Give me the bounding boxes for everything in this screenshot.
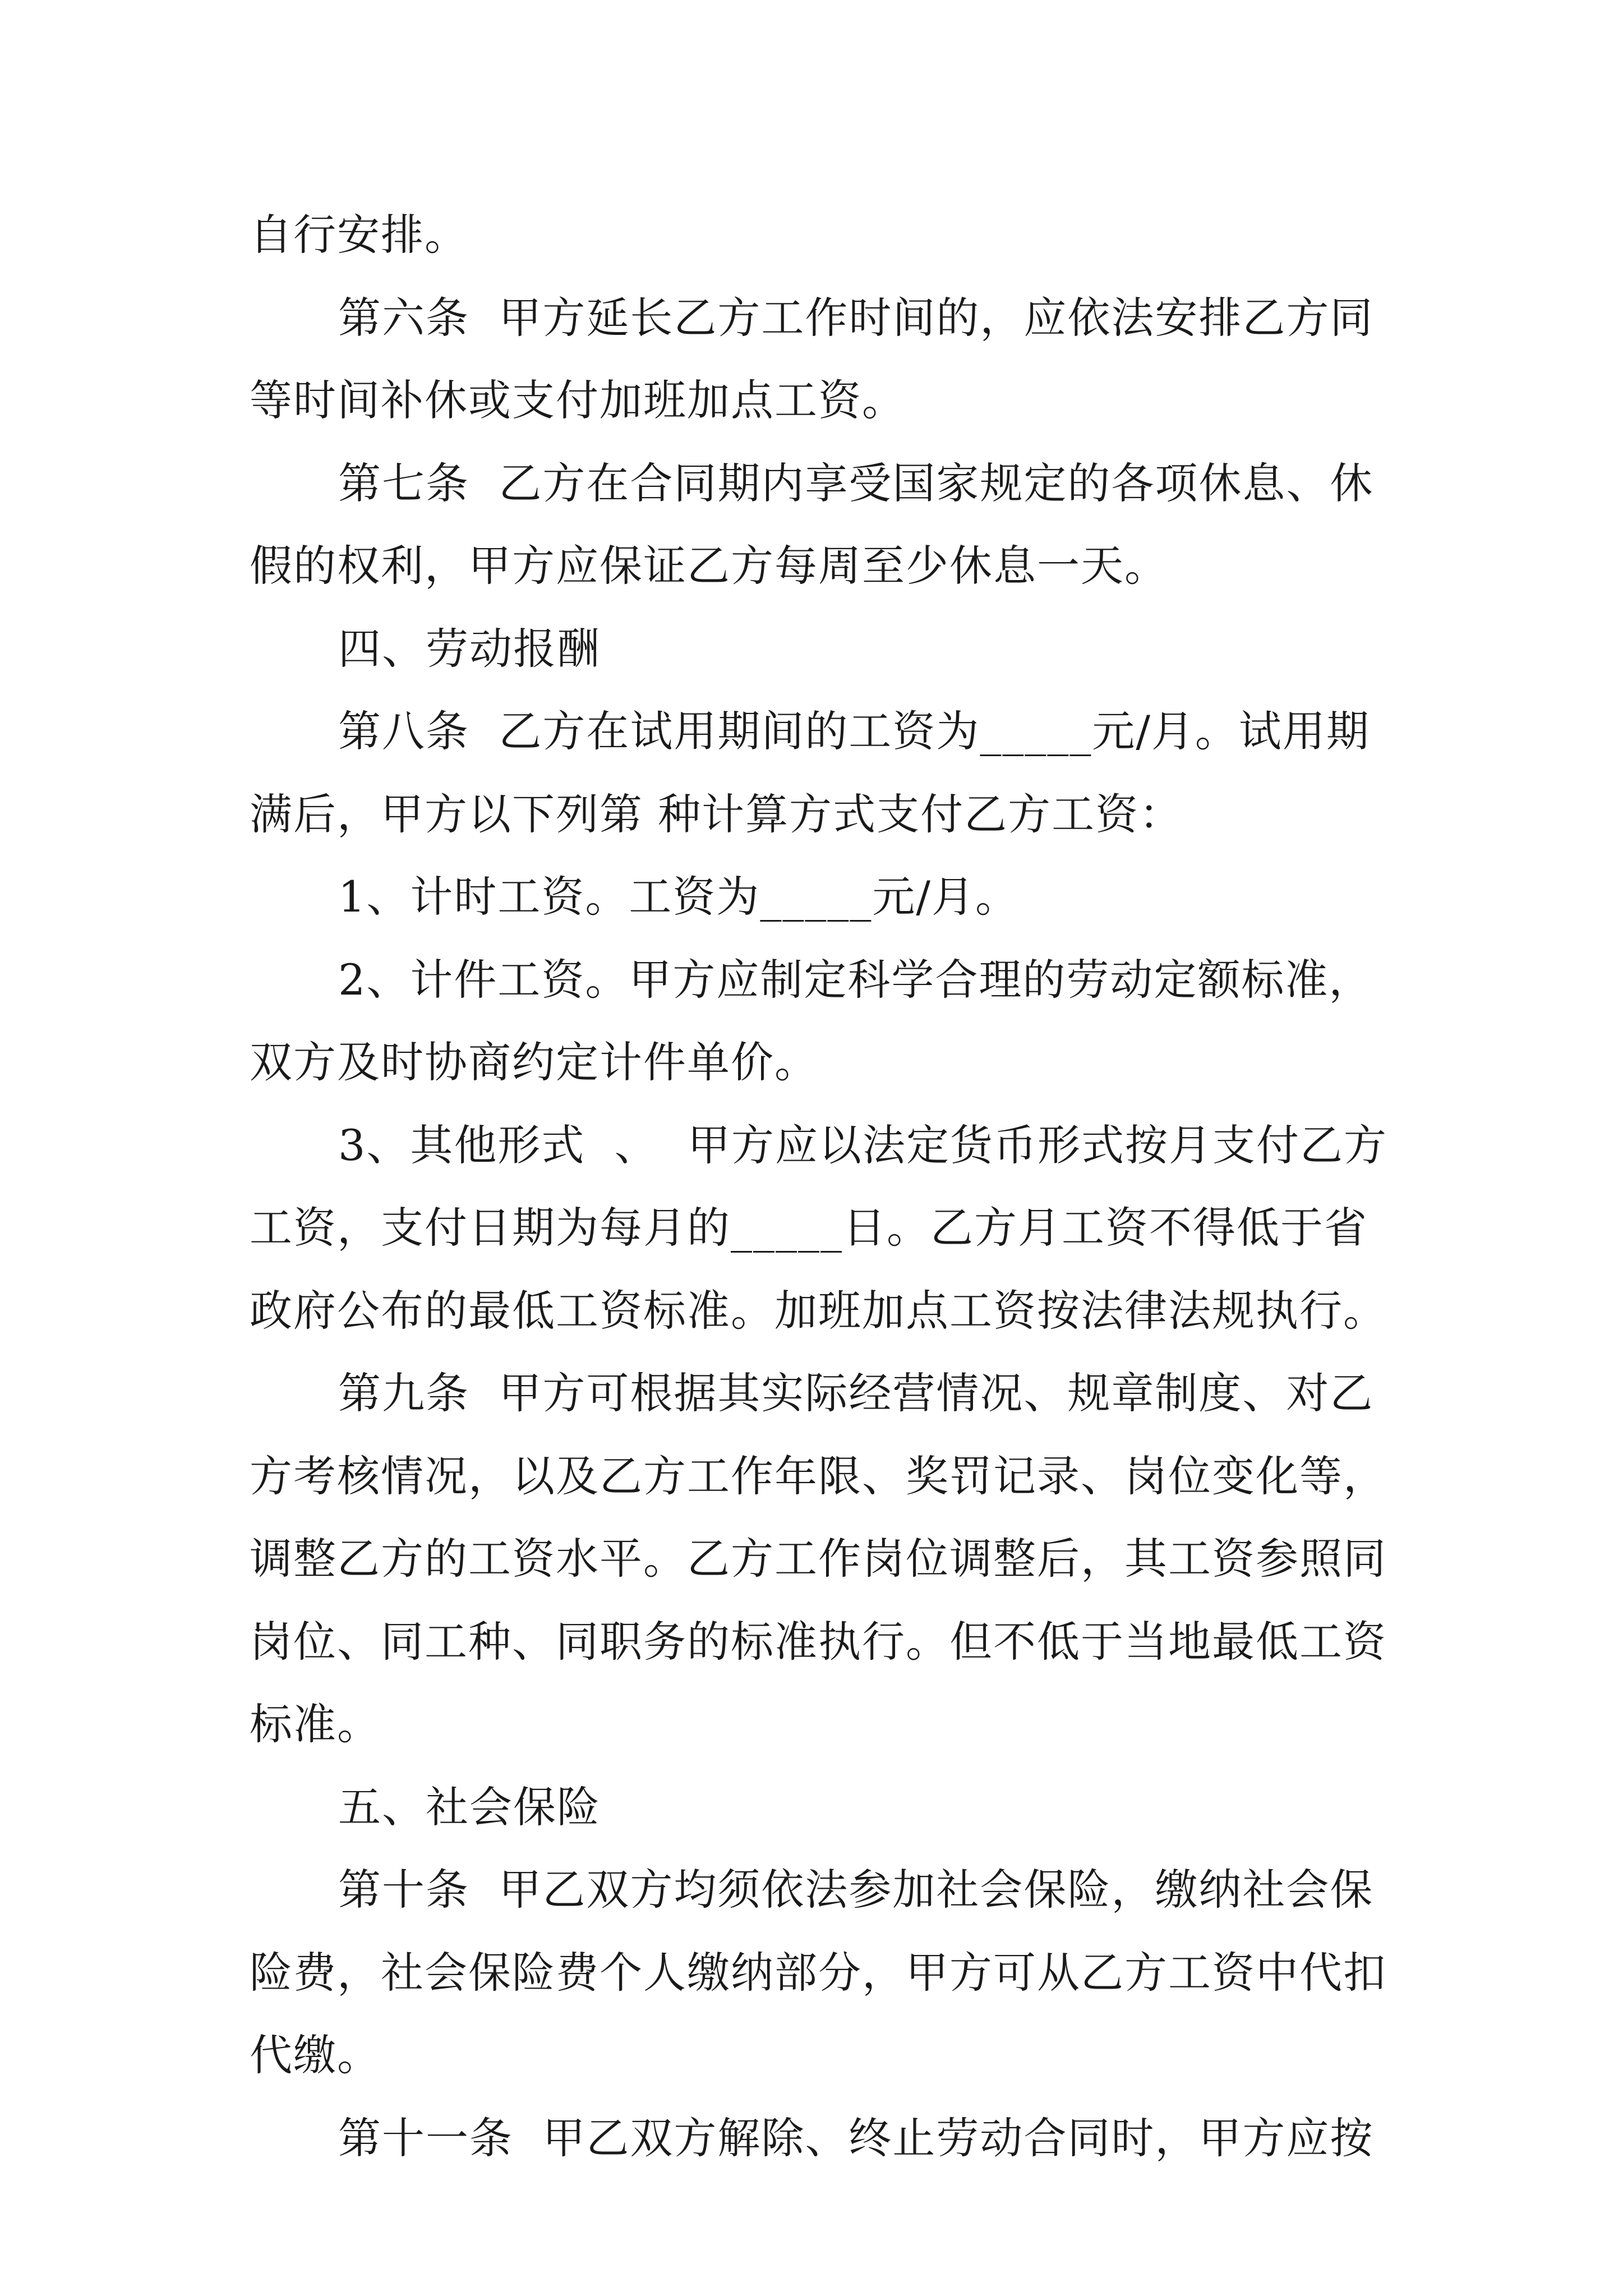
text-line: 方考核情况，以及乙方工作年限、奖罚记录、岗位变化等， (250, 1451, 1387, 1501)
text-line: 满后，甲方以下列第 种计算方式支付乙方工资： (250, 789, 1183, 839)
text-line: 1、计时工资。工资为_____元/月。 (338, 872, 1019, 922)
text-line: 第七条 乙方在合同期内享受国家规定的各项休息、休 (338, 458, 1374, 508)
text-line: 3、其他形式 、 甲方应以法定货币形式按月支付乙方 (338, 1120, 1387, 1170)
text-line: 第八条 乙方在试用期间的工资为_____元/月。试用期 (338, 706, 1370, 756)
text-line: 等时间补休或支付加班加点工资。 (250, 375, 906, 425)
section-heading: 五、社会保险 (338, 1782, 601, 1832)
section-heading: 四、劳动报酬 (338, 624, 601, 674)
text-line: 岗位、同工种、同职务的标准执行。但不低于当地最低工资 (250, 1617, 1387, 1667)
text-line: 双方及时协商约定计件单价。 (250, 1037, 818, 1087)
text-line: 政府公布的最低工资标准。加班加点工资按法律法规执行。 (250, 1286, 1387, 1336)
text-line: 第六条 甲方延长乙方工作时间的，应依法安排乙方同 (338, 293, 1374, 343)
text-line: 代缴。 (250, 2030, 381, 2080)
text-line: 标准。 (250, 1699, 381, 1749)
text-line: 调整乙方的工资水平。乙方工作岗位调整后，其工资参照同 (250, 1534, 1387, 1584)
text-line: 第九条 甲方可根据其实际经营情况、规章制度、对乙 (338, 1368, 1374, 1418)
text-line: 工资，支付日期为每月的_____日。乙方月工资不得低于省 (250, 1203, 1368, 1253)
text-line: 第十条 甲乙双方均须依法参加社会保险，缴纳社会保 (338, 1865, 1374, 1915)
text-line: 自行安排。 (250, 210, 468, 260)
text-line: 险费，社会保险费个人缴纳部分，甲方可从乙方工资中代扣 (250, 1948, 1387, 1998)
text-line: 第十一条 甲乙双方解除、终止劳动合同时，甲方应按 (338, 2113, 1374, 2163)
text-line: 假的权利，甲方应保证乙方每周至少休息一天。 (250, 541, 1168, 591)
text-line: 2、计件工资。甲方应制定科学合理的劳动定额标准， (338, 955, 1373, 1005)
